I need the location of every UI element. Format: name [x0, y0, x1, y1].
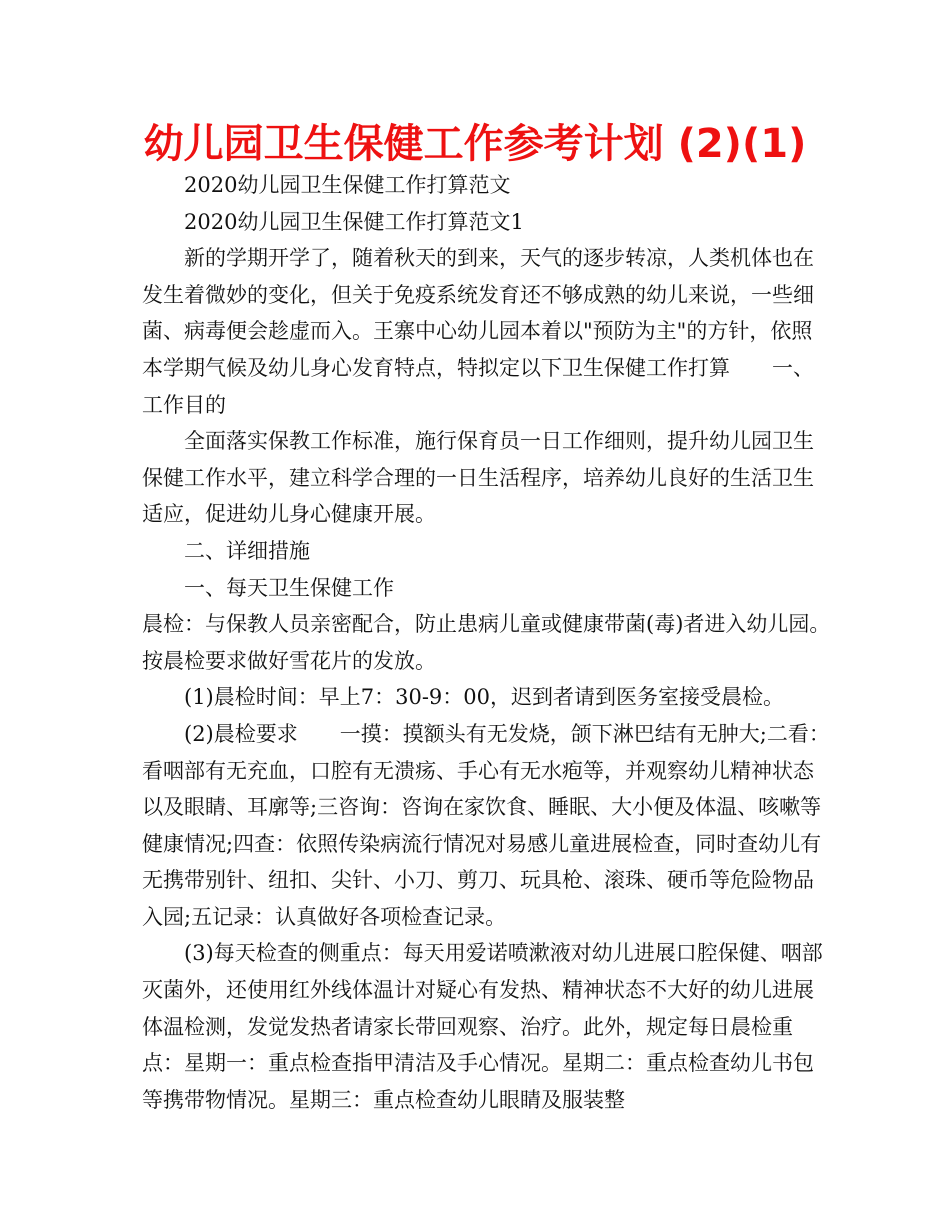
- document-body: [142, 167, 832, 1118]
- paragraph-text: 晨检：与保教人员亲密配合，防止患病儿童或健康带菌(毒)者进入幼儿园。按晨检要求做好雪花片的发放。: [142, 612, 831, 673]
- paragraph: [142, 240, 832, 423]
- paragraph-text: 新的学期开学了，随着秋天的到来，天气的逐步转凉，人类机体也在发生着微妙的变化，但关于免疫系统发育还不够成熟的幼儿来说，一些细菌、病毒便会趁虚而入。王寨中心幼儿园本着以"预防为主"的方针，依照本学期气候及幼儿身心发育特点，特拟定以下卫生保健工作打算: [142, 246, 814, 380]
- paragraph-text: 全面落实保教工作标准，施行保育员一日工作细则，提升幼儿园卫生保健工作水平，建立科学合理的一日生活程序，培养幼儿良好的生活卫生适应，促进幼儿身心健康开展。: [142, 429, 814, 527]
- paragraph: [142, 606, 832, 679]
- paragraph-text: 2020幼儿园卫生保健工作打算范文1: [184, 209, 524, 234]
- paragraph: [142, 204, 832, 241]
- paragraph: [142, 533, 832, 570]
- paragraph-text: 二、详细措施: [184, 538, 310, 563]
- paragraph: [142, 679, 832, 716]
- paragraph-text: (3)每天检查的侧重点：每天用爱诺喷漱液对幼儿进展口腔保健、咽部灭菌外，还使用红外线体温计对疑心有发热、精神状态不大好的幼儿进展体温检测，发觉发热者请家长带回观察、治疗。此外，规定每日晨检重点：星期一：重点检查指甲清洁及手心情况。星期二：重点检查幼儿书包等携带物情况。星期三：重点检查幼儿眼睛及服装整: [142, 941, 823, 1112]
- paragraph-text: (1)晨检时间：早上7：30-9：00，迟到者请到医务室接受晨检。: [184, 685, 785, 710]
- paragraph-tail-text: 一摸：摸额头有无发烧，颌下淋巴结有无肿大;二看：看咽部有无充血，口腔有无溃疡、手心有无水疱等，并观察幼儿精神状态以及眼睛、耳廓等;三咨询：咨询在家饮食、睡眠、大小便及体温、咳嗽等健康情况;四查：依照传染病流行情况对易感儿童进展检查，同时查幼儿有无携带别针、纽扣、尖针、小刀、剪刀、玩具枪、滚珠、硬币等危险物品入园;五记录：认真做好各项检查记录。: [142, 721, 830, 929]
- paragraph-tail-text: 一、工作目的: [142, 355, 814, 417]
- paragraph: [142, 935, 832, 1118]
- document-title: 幼儿园卫生保健工作参考计划 (2)(1): [143, 121, 807, 167]
- paragraph-text: 一、每天卫生保健工作: [184, 575, 394, 600]
- paragraph: [142, 167, 832, 204]
- paragraph: [142, 423, 832, 533]
- paragraph: [142, 716, 832, 936]
- paragraph-text: 2020幼儿园卫生保健工作打算范文: [184, 173, 511, 197]
- paragraph: [142, 570, 832, 607]
- paragraph-text: (2)晨检要求: [184, 721, 298, 746]
